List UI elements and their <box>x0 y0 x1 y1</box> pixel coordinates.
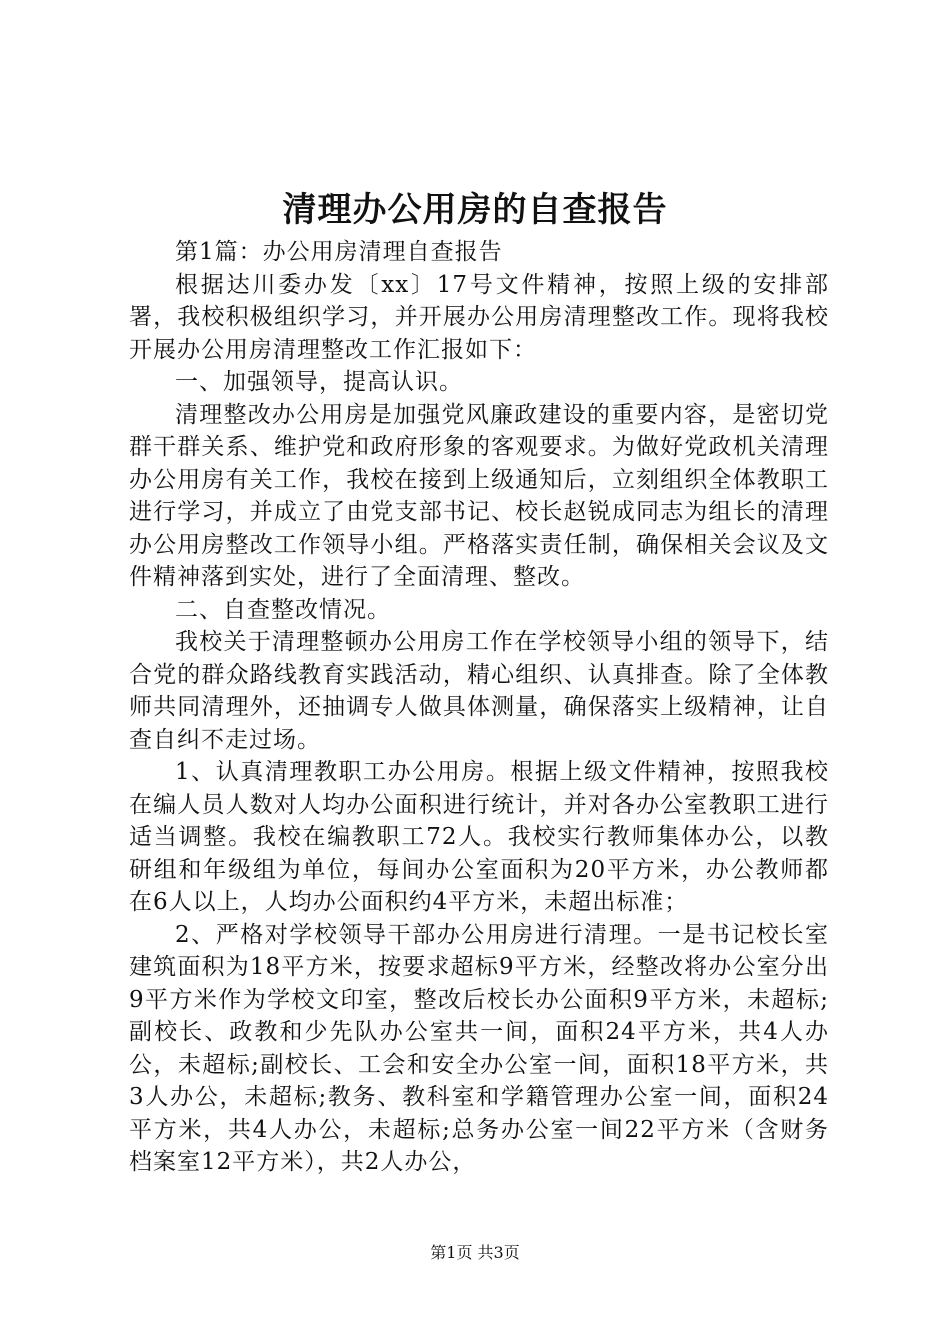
paragraph-leadership: 清理整改办公用房是加强党风廉政建设的重要内容，是密切党群干群关系、维护党和政府形象的客观要求。为做好党政机关清理办公用房有关工作，我校在接到上级通知后，立刻组织全体教职工进行学习，并成立了由党支部书记、校长赵锐成同志为组长的清理办公用房整改工作领导小组。严格落实责任制，确保相关会议及文件精神落到实处，进行了全面清理、整改。 <box>129 401 829 590</box>
paragraph-item-2: 2、严格对学校领导干部办公用房进行清理。一是书记校长室建筑面积为18平方米，按要求超标9平方米，经整改将办公室分出9平方米作为学校文印室，整改后校长办公面积9平方米，未超标;副校长、政教和少先队办公室共一间，面积24平方米，共4人办公，未超标;副校长、工会和安全办公室一间，面积18平方米，共3人办公，未超标;教务、教科室和学籍管理办公室一间，面积24平方米，共4人办公，未超标;总务办公室一间22平方米（含财务档案室12平方米），共2人办公， <box>129 921 829 1175</box>
paragraph-self-inspection: 我校关于清理整顿办公用房工作在学校领导小组的领导下，结合党的群众路线教育实践活动，精心组织、认真排查。除了全体教师共同清理外，还抽调专人做具体测量，确保落实上级精神，让自查自纠不走过场。 <box>129 629 829 753</box>
document-title: 清理办公用房的自查报告 <box>282 190 668 230</box>
paragraph-intro: 根据达川委办发〔xx〕17号文件精神，按照上级的安排部署，我校积极组织学习，并开展办公用房清理整改工作。现将我校开展办公用房清理整改工作汇报如下： <box>129 271 829 363</box>
page-number-footer: 第1页 共3页 <box>430 1243 520 1262</box>
section-heading-leadership: 一、加强领导，提高认识。 <box>175 369 463 395</box>
section-heading-part-1: 第1篇：办公用房清理自查报告 <box>175 239 503 265</box>
section-heading-self-inspection: 二、自查整改情况。 <box>175 596 391 623</box>
document-body <box>129 236 829 1179</box>
paragraph-item-1: 1、认真清理教职工办公用房。根据上级文件精神，按照我校在编人员人数对人均办公面积进行统计，并对各办公室教职工进行适当调整。我校在编教职工72人。我校实行教师集体办公，以教研组和年级组为单位，每间办公室面积为20平方米，办公教师都在6人以上，人均办公面积约4平方米，未超出标准； <box>129 759 829 915</box>
